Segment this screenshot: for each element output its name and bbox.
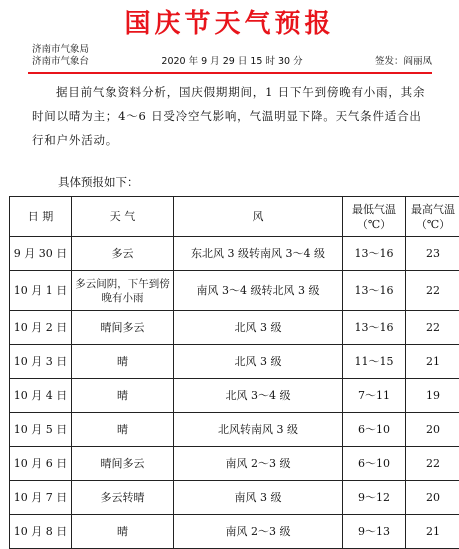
cell-low-temp: 6～10: [343, 413, 406, 447]
cell-date: 10 月 7 日: [10, 481, 72, 515]
cell-weather: 晴: [72, 515, 174, 549]
red-divider-line: [28, 72, 432, 74]
col-header-weather: 天 气: [72, 197, 174, 237]
cell-date: 10 月 3 日: [10, 345, 72, 379]
signer: 签发：阎丽凤: [375, 56, 432, 68]
cell-weather: 晴: [72, 345, 174, 379]
cell-wind: 南风 2～3 级: [174, 447, 343, 481]
cell-date: 10 月 1 日: [10, 271, 72, 311]
cell-wind: 北风转南风 3 级: [174, 413, 343, 447]
table-row: [10, 311, 459, 345]
cell-low-temp: 9～12: [343, 481, 406, 515]
cell-date: 10 月 8 日: [10, 515, 72, 549]
org-name-observatory: 济南市气象台: [32, 56, 89, 68]
cell-date: 10 月 5 日: [10, 413, 72, 447]
cell-high-temp: 22: [406, 271, 459, 311]
cell-date: 9 月 30 日: [10, 237, 72, 271]
table-row: [10, 271, 459, 311]
col-header-high-temp: 最高气温（℃）: [406, 197, 459, 237]
table-header-row: [10, 197, 459, 237]
cell-wind: 南风 3～4 级转北风 3 级: [174, 271, 343, 311]
cell-wind: 北风 3 级: [174, 311, 343, 345]
cell-wind: 南风 3 级: [174, 481, 343, 515]
cell-wind: 北风 3～4 级: [174, 379, 343, 413]
table-row: [10, 447, 459, 481]
cell-wind: 南风 2～3 级: [174, 515, 343, 549]
issue-date: 2020 年 9 月 29 日 15 时 30 分: [161, 56, 302, 68]
col-header-low-temp-line2: （℃）: [345, 217, 403, 232]
col-header-date: 日 期: [10, 197, 72, 237]
document-title: 国庆节天气预报: [0, 3, 459, 40]
table-row: [10, 481, 459, 515]
cell-weather: 多云转晴: [72, 481, 174, 515]
document-header: [32, 44, 432, 68]
cell-wind: 东北风 3 级转南风 3～4 级: [174, 237, 343, 271]
table-row: [10, 413, 459, 447]
cell-high-temp: 21: [406, 345, 459, 379]
forecast-intro: 具体预报如下：: [58, 174, 139, 190]
header-row: [32, 56, 432, 68]
table-row: [10, 379, 459, 413]
cell-weather: 晴: [72, 379, 174, 413]
table-row: [10, 237, 459, 271]
cell-high-temp: 19: [406, 379, 459, 413]
cell-low-temp: 11～15: [343, 345, 406, 379]
table-row: [10, 345, 459, 379]
cell-low-temp: 13～16: [343, 237, 406, 271]
cell-high-temp: 20: [406, 413, 459, 447]
cell-date: 10 月 2 日: [10, 311, 72, 345]
cell-wind: 北风 3 级: [174, 345, 343, 379]
cell-weather: 晴间多云: [72, 311, 174, 345]
cell-low-temp: 13～16: [343, 271, 406, 311]
cell-high-temp: 22: [406, 311, 459, 345]
cell-low-temp: 6～10: [343, 447, 406, 481]
cell-weather: 晴间多云: [72, 447, 174, 481]
summary-paragraph: 据目前气象资料分析，国庆假期期间，1 日下午到傍晚有小雨，其余时间以晴为主；4～6 日受冷空气影响，气温明显下降。天气条件适合出行和户外活动。: [32, 80, 430, 152]
col-header-low-temp: [343, 197, 406, 237]
cell-high-temp: 23: [406, 237, 459, 271]
cell-high-temp: 21: [406, 515, 459, 549]
cell-high-temp: 22: [406, 447, 459, 481]
cell-weather: 多云: [72, 237, 174, 271]
col-header-wind: 风: [174, 197, 343, 237]
cell-low-temp: 13～16: [343, 311, 406, 345]
cell-date: 10 月 4 日: [10, 379, 72, 413]
cell-low-temp: 7～11: [343, 379, 406, 413]
cell-low-temp: 9～13: [343, 515, 406, 549]
cell-weather: 多云间阴，下午到傍晚有小雨: [72, 271, 174, 311]
forecast-table: [9, 196, 459, 549]
table-row: [10, 515, 459, 549]
col-header-low-temp-line1: 最低气温: [345, 202, 403, 217]
cell-date: 10 月 6 日: [10, 447, 72, 481]
cell-high-temp: 20: [406, 481, 459, 515]
org-name-bureau: 济南市气象局: [32, 44, 432, 56]
cell-weather: 晴: [72, 413, 174, 447]
